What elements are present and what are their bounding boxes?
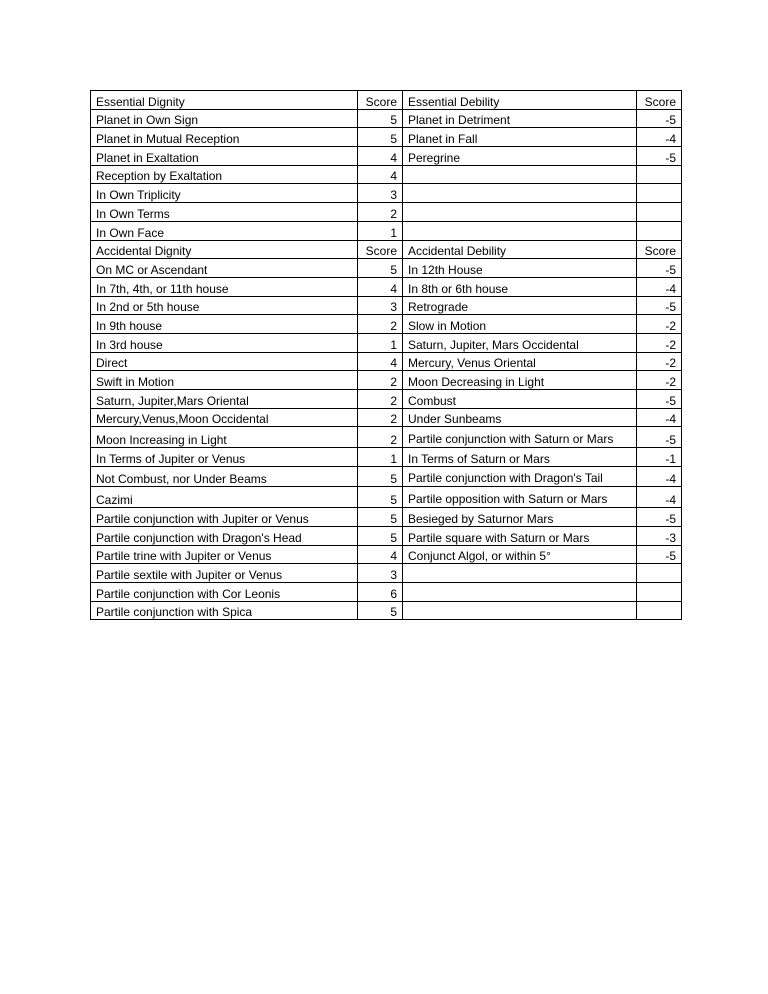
table-row bbox=[91, 545, 682, 564]
table-row bbox=[91, 352, 682, 371]
debility-label-cell bbox=[403, 184, 637, 203]
debility-label-cell: Planet in Detriment bbox=[403, 109, 637, 128]
dignity-score-cell: 1 bbox=[358, 221, 403, 240]
table-row bbox=[91, 203, 682, 222]
table-row bbox=[91, 371, 682, 390]
dignity-label-cell: Partile conjunction with Dragon's Head bbox=[91, 526, 358, 545]
dignity-score-cell: 4 bbox=[358, 352, 403, 371]
debility-score-cell: -4 bbox=[637, 487, 682, 508]
debility-score-cell: -5 bbox=[637, 427, 682, 448]
debility-score-cell bbox=[637, 564, 682, 583]
debility-score-cell: Score bbox=[637, 91, 682, 110]
dignity-score-cell: 3 bbox=[358, 296, 403, 315]
debility-score-cell: -1 bbox=[637, 448, 682, 467]
debility-score-cell: -5 bbox=[637, 259, 682, 278]
debility-score-cell bbox=[637, 184, 682, 203]
dignity-score-cell: 2 bbox=[358, 371, 403, 390]
debility-score-cell: Score bbox=[637, 240, 682, 259]
dignity-label-cell: Accidental Dignity bbox=[91, 240, 358, 259]
dignity-label-cell: In 9th house bbox=[91, 315, 358, 334]
debility-score-cell: -2 bbox=[637, 352, 682, 371]
dignity-score-cell: 5 bbox=[358, 109, 403, 128]
table-row bbox=[91, 240, 682, 259]
debility-label-cell: Mercury, Venus Oriental bbox=[403, 352, 637, 371]
dignity-label-cell: Partile conjunction with Spica bbox=[91, 601, 358, 620]
dignity-label-cell: Mercury,Venus,Moon Occidental bbox=[91, 408, 358, 427]
dignity-label-cell: Partile sextile with Jupiter or Venus bbox=[91, 564, 358, 583]
debility-score-cell: -2 bbox=[637, 315, 682, 334]
debility-score-cell: -4 bbox=[637, 128, 682, 147]
debility-label-cell: Partile conjunction with Saturn or Mars bbox=[403, 427, 637, 448]
dignity-score-cell: 4 bbox=[358, 165, 403, 184]
dignity-label-cell: Planet in Own Sign bbox=[91, 109, 358, 128]
dignity-label-cell: In Own Face bbox=[91, 221, 358, 240]
debility-label-cell: Accidental Debility bbox=[403, 240, 637, 259]
debility-label-cell bbox=[403, 601, 637, 620]
debility-label-cell bbox=[403, 203, 637, 222]
dignity-label-cell: In 2nd or 5th house bbox=[91, 296, 358, 315]
debility-label-cell: Partile conjunction with Dragon's Tail bbox=[403, 466, 637, 487]
debility-label-cell: Slow in Motion bbox=[403, 315, 637, 334]
table-row bbox=[91, 184, 682, 203]
debility-label-cell bbox=[403, 221, 637, 240]
debility-score-cell: -2 bbox=[637, 371, 682, 390]
debility-score-cell bbox=[637, 221, 682, 240]
dignity-score-cell: 4 bbox=[358, 277, 403, 296]
dignity-score-cell: 2 bbox=[358, 203, 403, 222]
dignity-label-cell: Partile trine with Jupiter or Venus bbox=[91, 545, 358, 564]
dignity-label-cell: In 7th, 4th, or 11th house bbox=[91, 277, 358, 296]
debility-score-cell: -2 bbox=[637, 333, 682, 352]
dignity-label-cell: Moon Increasing in Light bbox=[91, 427, 358, 448]
dignity-score-cell: 5 bbox=[358, 526, 403, 545]
dignity-score-cell: 5 bbox=[358, 128, 403, 147]
debility-label-cell: In Terms of Saturn or Mars bbox=[403, 448, 637, 467]
debility-score-cell bbox=[637, 601, 682, 620]
debility-label-cell: Under Sunbeams bbox=[403, 408, 637, 427]
dignity-label-cell: Reception by Exaltation bbox=[91, 165, 358, 184]
debility-label-cell: Retrograde bbox=[403, 296, 637, 315]
table-row bbox=[91, 466, 682, 487]
dignity-score-cell: 2 bbox=[358, 315, 403, 334]
dignity-debility-table bbox=[90, 90, 682, 620]
table-row bbox=[91, 221, 682, 240]
debility-score-cell: -5 bbox=[637, 390, 682, 409]
table-row bbox=[91, 526, 682, 545]
debility-label-cell: Moon Decreasing in Light bbox=[403, 371, 637, 390]
dignity-label-cell: Direct bbox=[91, 352, 358, 371]
debility-score-cell: -5 bbox=[637, 109, 682, 128]
dignity-label-cell: In Terms of Jupiter or Venus bbox=[91, 448, 358, 467]
dignity-label-cell: In Own Terms bbox=[91, 203, 358, 222]
dignity-label-cell: Planet in Exaltation bbox=[91, 147, 358, 166]
table-row bbox=[91, 427, 682, 448]
debility-score-cell: -4 bbox=[637, 408, 682, 427]
table-row bbox=[91, 296, 682, 315]
dignity-label-cell: Swift in Motion bbox=[91, 371, 358, 390]
table-row bbox=[91, 508, 682, 527]
dignity-score-cell: 2 bbox=[358, 408, 403, 427]
dignity-score-cell: 3 bbox=[358, 184, 403, 203]
table-row bbox=[91, 408, 682, 427]
dignity-label-cell: Planet in Mutual Reception bbox=[91, 128, 358, 147]
dignity-label-cell: In Own Triplicity bbox=[91, 184, 358, 203]
debility-label-cell bbox=[403, 564, 637, 583]
dignity-label-cell: Saturn, Jupiter,Mars Oriental bbox=[91, 390, 358, 409]
table-row bbox=[91, 259, 682, 278]
debility-label-cell: In 12th House bbox=[403, 259, 637, 278]
dignity-label-cell: Partile conjunction with Jupiter or Venus bbox=[91, 508, 358, 527]
debility-label-cell: Saturn, Jupiter, Mars Occidental bbox=[403, 333, 637, 352]
debility-score-cell: -5 bbox=[637, 296, 682, 315]
table-row bbox=[91, 564, 682, 583]
dignity-label-cell: Cazimi bbox=[91, 487, 358, 508]
table-row bbox=[91, 333, 682, 352]
debility-label-cell: In 8th or 6th house bbox=[403, 277, 637, 296]
dignity-label-cell: Partile conjunction with Cor Leonis bbox=[91, 582, 358, 601]
debility-label-cell: Essential Debility bbox=[403, 91, 637, 110]
table-row bbox=[91, 315, 682, 334]
dignity-score-cell: 5 bbox=[358, 487, 403, 508]
table-row bbox=[91, 128, 682, 147]
table-row bbox=[91, 448, 682, 467]
table-row bbox=[91, 582, 682, 601]
dignity-score-cell: 4 bbox=[358, 147, 403, 166]
table-row bbox=[91, 487, 682, 508]
debility-score-cell: -5 bbox=[637, 508, 682, 527]
debility-score-cell: -4 bbox=[637, 466, 682, 487]
debility-label-cell bbox=[403, 582, 637, 601]
dignity-label-cell: Not Combust, nor Under Beams bbox=[91, 466, 358, 487]
debility-label-cell bbox=[403, 165, 637, 184]
dignity-score-cell: 6 bbox=[358, 582, 403, 601]
debility-score-cell: -4 bbox=[637, 277, 682, 296]
debility-label-cell: Combust bbox=[403, 390, 637, 409]
dignity-score-cell: 5 bbox=[358, 259, 403, 278]
table-row bbox=[91, 390, 682, 409]
debility-label-cell: Partile opposition with Saturn or Mars bbox=[403, 487, 637, 508]
debility-score-cell: -5 bbox=[637, 545, 682, 564]
debility-label-cell: Conjunct Algol, or within 5° bbox=[403, 545, 637, 564]
table-row bbox=[91, 109, 682, 128]
dignity-label-cell: In 3rd house bbox=[91, 333, 358, 352]
dignity-score-cell: 3 bbox=[358, 564, 403, 583]
debility-score-cell bbox=[637, 203, 682, 222]
dignity-score-cell: 1 bbox=[358, 333, 403, 352]
debility-score-cell: -5 bbox=[637, 147, 682, 166]
table-row bbox=[91, 277, 682, 296]
debility-score-cell bbox=[637, 582, 682, 601]
dignity-score-cell: 5 bbox=[358, 601, 403, 620]
debility-label-cell: Planet in Fall bbox=[403, 128, 637, 147]
table-row bbox=[91, 601, 682, 620]
dignity-score-cell: Score bbox=[358, 240, 403, 259]
debility-label-cell: Partile square with Saturn or Mars bbox=[403, 526, 637, 545]
dignity-label-cell: On MC or Ascendant bbox=[91, 259, 358, 278]
dignity-score-cell: 5 bbox=[358, 508, 403, 527]
debility-score-cell: -3 bbox=[637, 526, 682, 545]
debility-score-cell bbox=[637, 165, 682, 184]
debility-label-cell: Besieged by Saturnor Mars bbox=[403, 508, 637, 527]
dignity-label-cell: Essential Dignity bbox=[91, 91, 358, 110]
dignity-score-cell: 2 bbox=[358, 390, 403, 409]
dignity-score-cell: 5 bbox=[358, 466, 403, 487]
table-row bbox=[91, 147, 682, 166]
dignity-score-cell: 1 bbox=[358, 448, 403, 467]
debility-label-cell: Peregrine bbox=[403, 147, 637, 166]
dignity-score-cell: 4 bbox=[358, 545, 403, 564]
table-row bbox=[91, 165, 682, 184]
dignity-score-cell: Score bbox=[358, 91, 403, 110]
table-body bbox=[91, 91, 682, 620]
table-row bbox=[91, 91, 682, 110]
dignity-score-cell: 2 bbox=[358, 427, 403, 448]
